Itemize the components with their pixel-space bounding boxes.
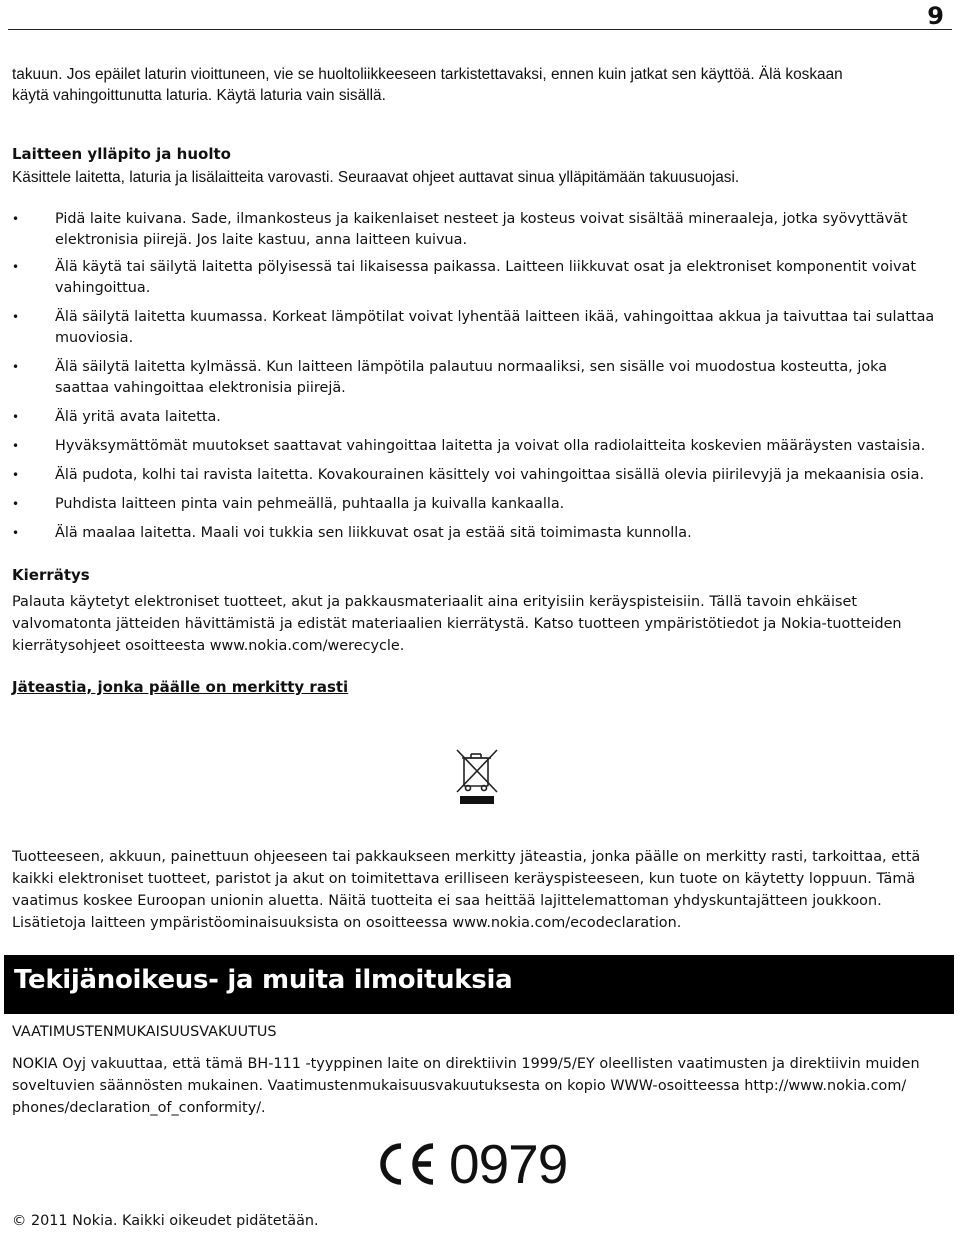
ce-mark-icon bbox=[373, 1142, 437, 1186]
declaration-line-1: NOKIA Oyj vakuuttaa, että tämä BH-111 -tyyppinen laite on direktiivin 1999/5/EY oleellisten vaatimusten ja direktiivin muiden bbox=[12, 1056, 920, 1072]
weee-text bbox=[12, 846, 948, 934]
care-item-4-line2: saattaa vahingoittaa elektronisia piirejä. bbox=[55, 380, 346, 396]
care-item-8-line1: Puhdista laitteen pinta vain pehmeällä, puhtaalla ja kuivalla kankaalla. bbox=[55, 496, 565, 512]
recycling-line-2: valvomatonta jätteiden hävittämistä ja edistät materiaalien kierrätystä. Katso tuotteen ympäristötiedot ja Nokia-tuotteiden bbox=[12, 616, 902, 632]
declaration-line-2: soveltuvien säännösten mukainen. Vaatimustenmukaisuusvakuutuksesta on kopio WWW-osoitteessa http://www.nokia.com/ bbox=[12, 1078, 907, 1094]
care-item-8 bbox=[12, 494, 948, 515]
crossed-out-wheelie-bin-icon bbox=[455, 748, 499, 806]
bullet-icon: • bbox=[12, 468, 20, 482]
care-item-3-line2: muoviosia. bbox=[55, 330, 134, 346]
bullet-icon: • bbox=[12, 410, 20, 424]
bullet-icon: • bbox=[12, 260, 20, 274]
care-intro: Käsittele laitetta, laturia ja lisälaitteita varovasti. Seuraavat ohjeet auttavat sinua ylläpitämään takuusuojasi. bbox=[12, 169, 740, 186]
declaration-subheading: VAATIMUSTENMUKAISUUSVAKUUTUS bbox=[12, 1024, 277, 1040]
weee-line-2: kaikki elektroniset tuotteet, paristot ja akut on toimitettava erilliseen keräyspisteeseen, kun tuote on käytetty loppuun. Tämä bbox=[12, 871, 916, 887]
care-item-7 bbox=[12, 465, 948, 486]
weee-heading: Jäteastia, jonka päälle on merkitty rasti bbox=[12, 678, 349, 696]
page-content bbox=[12, 64, 948, 698]
bullet-icon: • bbox=[12, 497, 20, 511]
care-item-2 bbox=[12, 257, 948, 299]
care-list bbox=[12, 209, 948, 544]
declaration-section bbox=[12, 1021, 948, 1119]
care-item-3 bbox=[12, 307, 948, 349]
bullet-icon: • bbox=[12, 526, 20, 540]
care-item-6 bbox=[12, 436, 948, 457]
care-item-2-line2: vahingoittua. bbox=[55, 280, 151, 296]
care-item-9 bbox=[12, 523, 948, 544]
section-banner bbox=[4, 955, 954, 1014]
top-rule bbox=[8, 29, 952, 30]
copyright-footer: © 2011 Nokia. Kaikki oikeudet pidätetään. bbox=[12, 1213, 319, 1229]
care-item-1-line1: Pidä laite kuivana. Sade, ilmankosteus ja kaikenlaiset nesteet ja kosteus voivat sisältää mineraaleja, jotka syövyttävät bbox=[55, 211, 908, 227]
ce-mark bbox=[373, 1133, 568, 1195]
intro-line-1: takuun. Jos epäilet laturin vioittuneen, vie se huoltoliikkeeseen tarkistettavaksi, ennen kuin jatkat sen käyttöä. Älä koskaan bbox=[12, 66, 843, 83]
care-item-7-line1: Älä pudota, kolhi tai ravista laitetta. Kovakourainen käsittely voi vahingoittaa sisällä olevia piirilevyjä ja mekaanisia osia. bbox=[55, 467, 925, 483]
weee-line-3: vaatimus koskee Euroopan unionin aluetta. Näitä tuotteita ei saa heittää lajittelemattoman yhdyskuntajätteen joukkoon. bbox=[12, 893, 882, 909]
section-banner-title: Tekijänoikeus- ja muita ilmoituksia bbox=[14, 965, 513, 995]
declaration-line-3: phones/declaration_of_conformity/. bbox=[12, 1100, 266, 1116]
care-item-5-line1: Älä yritä avata laitetta. bbox=[55, 409, 221, 425]
bullet-icon: • bbox=[12, 310, 20, 324]
recycling-line-1: Palauta käytetyt elektroniset tuotteet, akut ja pakkausmateriaalit aina erityisiin keräyspisteisiin. Tällä tavoin ehkäiset bbox=[12, 594, 857, 610]
care-item-5 bbox=[12, 407, 948, 428]
care-item-1 bbox=[12, 209, 948, 251]
bullet-icon: • bbox=[12, 439, 20, 453]
weee-line-4: Lisätietoja laitteen ympäristöominaisuuksista on osoitteessa www.nokia.com/ecodeclaration. bbox=[12, 915, 682, 931]
bullet-icon: • bbox=[12, 212, 20, 226]
weee-line-1: Tuotteeseen, akkuun, painettuun ohjeeseen tai pakkaukseen merkitty jäteastia, jonka päälle on merkitty rasti, tarkoittaa, että bbox=[12, 849, 921, 865]
care-item-6-line1: Hyväksymättömät muutokset saattavat vahingoittaa laitetta ja voivat olla radiolaitteita koskevien määräysten vastaisia. bbox=[55, 438, 926, 454]
bullet-icon: • bbox=[12, 360, 20, 374]
intro-line-2: käytä vahingoittunutta laturia. Käytä laturia vain sisällä. bbox=[12, 87, 386, 104]
care-item-9-line1: Älä maalaa laitetta. Maali voi tukkia sen liikkuvat osat ja estää sitä toimimasta kunnolla. bbox=[55, 525, 692, 541]
page-number: 9 bbox=[927, 2, 944, 30]
care-item-2-line1: Älä käytä tai säilytä laitetta pölyisessä tai likaisessa paikassa. Laitteen liikkuvat osat ja elektroniset komponentit voivat bbox=[55, 259, 916, 275]
notified-body-number: 0979 bbox=[449, 1133, 568, 1195]
care-item-3-line1: Älä säilytä laitetta kuumassa. Korkeat lämpötilat voivat lyhentää laitteen ikää, vahingoittaa akkua ja taivuttaa tai sulattaa bbox=[55, 309, 935, 325]
care-item-4-line1: Älä säilytä laitetta kylmässä. Kun laitteen lämpötila palautuu normaaliksi, sen sisälle voi muodostua kosteutta, joka bbox=[55, 359, 888, 375]
care-heading: Laitteen ylläpito ja huolto bbox=[12, 145, 231, 163]
recycling-heading: Kierrätys bbox=[12, 566, 90, 584]
care-item-4 bbox=[12, 357, 948, 399]
recycling-line-3: kierrätysohjeet osoitteesta www.nokia.com/werecycle. bbox=[12, 638, 405, 654]
care-item-1-line2: elektronisia piirejä. Jos laite kastuu, anna laitteen kuivua. bbox=[55, 232, 468, 248]
